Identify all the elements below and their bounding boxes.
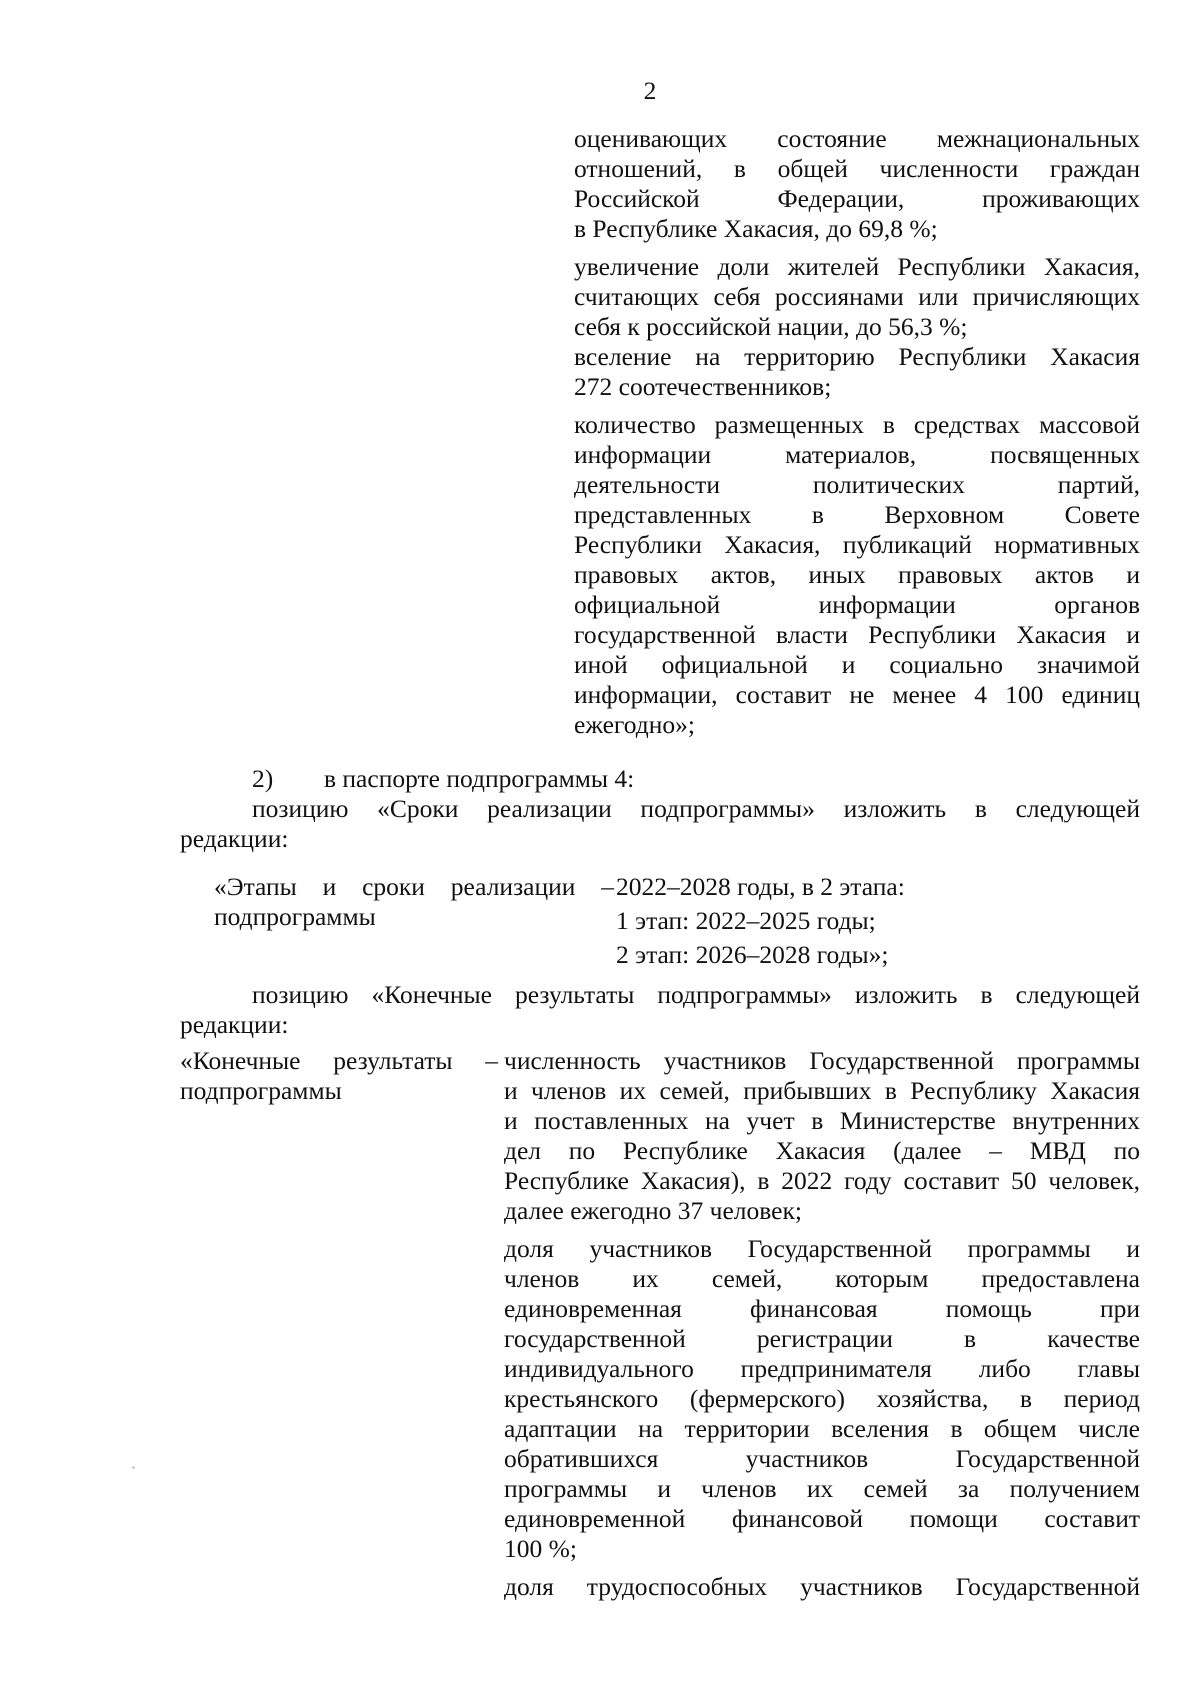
text-line: ежегодно»; [574, 710, 695, 739]
text-line: подпрограммы [214, 902, 376, 931]
scan-speck [132, 1466, 135, 1469]
text-line: и поставленных на учет в Министерстве внутренних [504, 1106, 1140, 1135]
text-line: в Республике Хакасия, до 69,8 %; [574, 214, 938, 243]
paragraph-dolya-uchastnikov [504, 1234, 1140, 1564]
paragraph-uvelichenie-doli [574, 252, 1140, 402]
text-line: доля участников Государственной программы и [504, 1234, 1140, 1263]
paragraph-kolichestvo [574, 410, 1140, 740]
text-line: считающих себя россиянами или причисляющих [574, 282, 1140, 311]
text-line: себя к российской нации, до 56,3 %; [574, 312, 968, 341]
text-line: увеличение доли жителей Республики Хакасия, [574, 252, 1140, 281]
paragraph-ocenivayushchih [574, 124, 1140, 244]
results-label [180, 1046, 498, 1106]
text-line: «Конечные результаты – [180, 1046, 498, 1075]
text-line: и членов их семей, прибывших в Республику Хакасия [504, 1076, 1140, 1105]
text-line: позицию «Конечные результаты подпрограммы» изложить в следующей [252, 980, 1140, 1009]
text-line: Республики Хакасия, публикаций нормативных [574, 530, 1140, 559]
instruction-rezultaty [252, 980, 1140, 1010]
item-text: в паспорте подпрограммы 4: [324, 764, 635, 793]
stages-label [214, 872, 614, 932]
page-number: 2 [643, 76, 657, 105]
text-line: отношений, в общей численности граждан [574, 154, 1140, 183]
text-line: иной официальной и социально значимой [574, 650, 1140, 679]
instruction-rezultaty-line2: редакции: [180, 1010, 289, 1039]
text-line: единовременная финансовая помощь при [504, 1294, 1140, 1323]
text-line: членов их семей, которым предоставлена [504, 1264, 1140, 1293]
text-line: информации, составит не менее 4 100 единиц [574, 680, 1140, 709]
results-values [504, 1046, 1140, 1602]
text-line: официальной информации органов [574, 590, 1140, 619]
text-line: обратившихся участников Государственной [504, 1444, 1140, 1473]
text-line: «Этапы и сроки реализации – [214, 872, 614, 901]
text-line: государственной власти Республики Хакасия и [574, 620, 1140, 649]
text-line: далее ежегодно 37 человек; [504, 1196, 802, 1225]
instruction-sroki-line2: редакции: [180, 824, 289, 853]
item-number: 2) [252, 764, 274, 793]
text-line: деятельности политических партий, [574, 470, 1140, 499]
text-line: адаптации на территории вселения в общем числе [504, 1414, 1140, 1443]
text-line: информации материалов, посвященных [574, 440, 1140, 469]
text-line: численность участников Государственной программы [504, 1046, 1140, 1075]
text-line: вселение на территорию Республики Хакасия [574, 342, 1140, 371]
text-line: количество размещенных в средствах массовой [574, 410, 1140, 439]
text-line: единовременной финансовой помощи составит [504, 1504, 1140, 1533]
text-line: крестьянского (фермерского) хозяйства, в период [504, 1384, 1140, 1413]
instruction-sroki [252, 794, 1140, 824]
text-line: 100 %; [504, 1534, 577, 1563]
stages-values [616, 872, 1096, 974]
text-line: представленных в Верховном Совете [574, 500, 1140, 529]
stage-value: 1 этап: 2022–2025 годы; [616, 906, 876, 935]
paragraph-dolya-trudosposobnyh [504, 1572, 1140, 1602]
text-line: Российской Федерации, проживающих [574, 184, 1140, 213]
top-right-column [574, 124, 1140, 748]
paragraph-chislennost [504, 1046, 1140, 1226]
text-line: государственной регистрации в качестве [504, 1324, 1140, 1353]
text-line: подпрограммы [180, 1076, 342, 1105]
text-line: программы и членов их семей за получением [504, 1474, 1140, 1503]
stage-value: 2 этап: 2026–2028 годы»; [616, 940, 889, 969]
text-line: оценивающих состояние межнациональных [574, 124, 1140, 153]
stage-value: 2022–2028 годы, в 2 этапа: [616, 872, 905, 901]
text-line: правовых актов, иных правовых актов и [574, 560, 1140, 589]
text-line: доля трудоспособных участников Государственной [504, 1572, 1140, 1601]
text-line: позицию «Сроки реализации подпрограммы» изложить в следующей [252, 794, 1140, 823]
text-line: индивидуального предпринимателя либо главы [504, 1354, 1140, 1383]
text-line: дел по Республике Хакасия (далее – МВД по [504, 1136, 1140, 1165]
text-line: 272 соотечественников; [574, 372, 832, 401]
text-line: Республике Хакасия), в 2022 году составит 50 человек, [504, 1166, 1140, 1195]
